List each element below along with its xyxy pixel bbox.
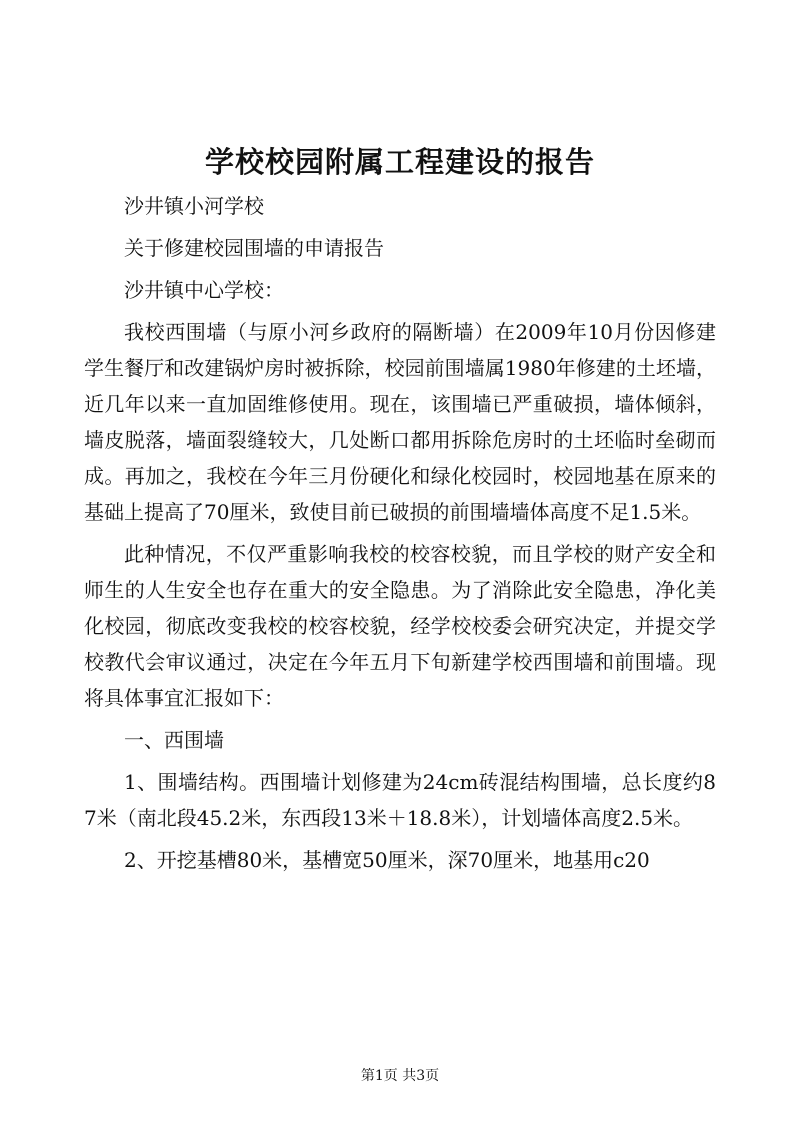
section-heading-west-wall: 一、西围墙 xyxy=(124,728,224,752)
document-body xyxy=(84,188,716,878)
paragraph-school-name: 沙井镇小河学校 xyxy=(124,194,264,218)
paragraph-recipient: 沙井镇中心学校： xyxy=(124,278,284,302)
paragraph-report-subject: 关于修建校园围墙的申请报告 xyxy=(124,236,384,260)
document-title: 学校校园附属工程建设的报告 xyxy=(204,145,595,179)
paragraph-foundation: 2、开挖基槽80米，基槽宽50厘米，深70厘米，地基用c20 xyxy=(124,848,650,872)
page-number-footer: 第1页 共3页 xyxy=(360,1068,440,1084)
paragraph-situation: 此种情况，不仅严重影响我校的校容校貌，而且学校的财产安全和师生的人生安全也存在重大的安全隐患。为了消除此安全隐患，净化美化校园，彻底改变我校的校容校貌，经学校校委会研究决定，并提交学校教代会审议通过，决定在今年五月下旬新建学校西围墙和前围墙。现将具体事宜汇报如下： xyxy=(84,542,716,710)
paragraph-wall-structure: 1、围墙结构。西围墙计划修建为24cm砖混结构围墙，总长度约87米（南北段45.2米，东西段13米＋18.8米），计划墙体高度2.5米。 xyxy=(84,770,716,830)
paragraph-background: 我校西围墙（与原小河乡政府的隔断墙）在2009年10月份因修建学生餐厅和改建锅炉房时被拆除，校园前围墙属1980年修建的土坯墙，近几年以来一直加固维修使用。现在，该围墙已严重破损，墙体倾斜，墙皮脱落，墙面裂缝较大，几处断口都用拆除危房时的土坯临时垒砌而成。再加之，我校在今年三月份硬化和绿化校园时，校园地基在原来的基础上提高了70厘米，致使目前已破损的前围墙墙体高度不足1.5米。 xyxy=(84,320,716,524)
